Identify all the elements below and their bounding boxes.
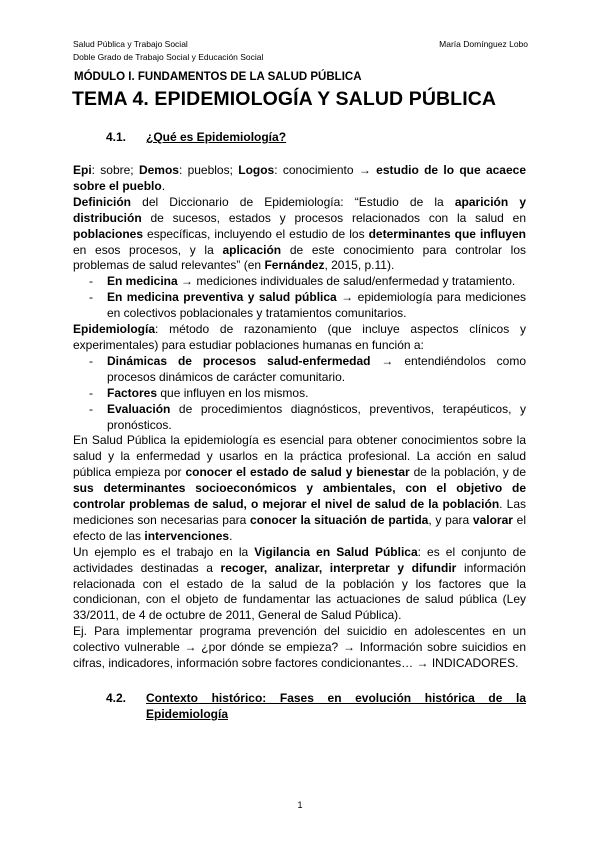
text: específicas, incluyendo el estudio de los [143,226,369,241]
list-medicine [73,274,526,322]
text: del Diccionario de Epidemiología: “Estudio de la [131,194,455,209]
text: : método de razonamiento (que incluye aspectos clínicos y experimentales) para estudiar poblaciones humanas en función a: [73,322,526,352]
list-item [73,386,526,402]
list-study-areas [73,354,526,434]
bold-text: Evaluación [107,401,171,416]
document-body [73,163,526,672]
paragraph-etymology [73,163,526,195]
section-label: Contexto histórico: Fases en evolución histórica de la Epidemiología [146,691,526,721]
text: de este conocimiento para controlar los problemas de salud relevantes” (en [73,242,526,273]
bold-text: Dinámicas de procesos salud-enfermedad [107,353,371,368]
bold-text: recoger, analizar, interpretar y difundir [220,560,457,575]
text: . Las mediciones son necesarias para [73,497,527,527]
bold-text: conocer la situación de partida [250,512,429,527]
paragraph-example [73,624,526,672]
bold-text: intervenciones [144,528,230,543]
text: , 2015, p.11). [324,258,395,273]
text: → mediciones individuales de salud/enfermedad y tratamiento. [177,274,516,289]
list-item [73,290,526,322]
bold-text: Vigilancia en Salud Pública [254,544,418,559]
text: : sobre; [91,163,139,177]
text: → entendiéndolos como procesos dinámicos de carácter comunitario. [107,353,527,384]
bold-text: Epidemiología [73,322,156,337]
bold-text: En medicina preventiva y salud pública [107,290,337,305]
text: : es el conjunto de actividades destinadas a [73,544,527,575]
page-number: 1 [297,800,303,810]
bold-text: aplicación [222,242,282,257]
bold-text: Epi [73,163,92,177]
text: de sucesos, estados y procesos relacionados con la salud en [141,210,526,225]
bold-text: Fernández [264,258,325,273]
module-heading: MÓDULO I. FUNDAMENTOS DE LA SALUD PÚBLICA [74,71,362,83]
text: : pueblos; [178,163,239,177]
bold-text: Definición [73,194,132,209]
section-heading-4-1 [106,130,286,144]
text: información relacionada con el estado de la salud de la población y los factores que la condicionan, con el objeto de fundamentar las actuaciones de salud pública (Ley 33/2011, de 4 de octubre de 2011, General de Salud Pública). [73,560,526,623]
paragraph-method [73,322,526,354]
text: que influyen en los mismos. [157,385,309,400]
page-title: TEMA 4. EPIDEMIOLOGÍA Y SALUD PÚBLICA [72,88,497,110]
section-number: 4.1. [106,130,127,144]
text: . [229,528,233,543]
bold-text: Factores [107,385,158,400]
text: de la población, y de [409,465,526,480]
text: . [161,178,166,193]
text: → epidemiología para mediciones en colectivos poblacionales y tratamientos comunitarios. [107,290,526,321]
paragraph-surveillance [73,545,526,625]
bold-text: estudio de lo que acaece sobre el pueblo [73,163,526,193]
paragraph-definition [73,195,526,275]
section-heading-4-2 [106,690,526,722]
text: , y para [428,512,473,527]
bold-text: Demos [138,163,179,177]
header-author: María Domínguez Lobo [439,39,528,49]
text: Ej. Para implementar programa prevención del suicidio en adolescentes en un colectivo vulnerable → ¿por dónde se empieza? → Información sobre suicidios en cifras, indicadores, información sobre factores condicionantes… → INDICADORES. [73,624,526,671]
list-item [73,354,526,386]
header-degree: Doble Grado de Trabajo Social y Educación Social [73,52,264,62]
bold-text: valorar [472,512,513,527]
bold-text: En medicina [107,274,178,289]
list-item [73,402,526,434]
text: Un ejemplo es el trabajo en la [73,544,255,559]
header-course: Salud Pública y Trabajo Social [73,39,188,49]
text: En Salud Pública la epidemiología es esencial para obtener conocimientos sobre la salud y la enfermedad y usarlos en la práctica profesional. La acción en salud pública empieza por [73,433,526,480]
text: el efecto de las [73,512,526,543]
text: de procedimientos diagnósticos, preventivos, terapéuticos, y pronósticos. [107,401,526,432]
text: : conocimiento → [274,163,377,177]
section-label: ¿Qué es Epidemiología? [146,130,287,144]
bold-text: determinantes que influyen [368,226,526,241]
bold-text: Logos [238,163,275,177]
bold-text: conocer el estado de salud y bienestar [185,465,410,480]
bold-text: sus determinantes socioeconómicos y ambientales, con el objetivo de controlar problemas de salud, o mejorar el nivel de salud de la población [73,481,526,512]
paragraph-public-health [73,433,526,544]
bold-text: poblaciones [73,226,144,241]
section-number: 4.2. [106,691,127,705]
text: en esos procesos, y la [73,242,223,257]
list-item [73,274,526,290]
bold-text: aparición y distribución [73,194,526,225]
